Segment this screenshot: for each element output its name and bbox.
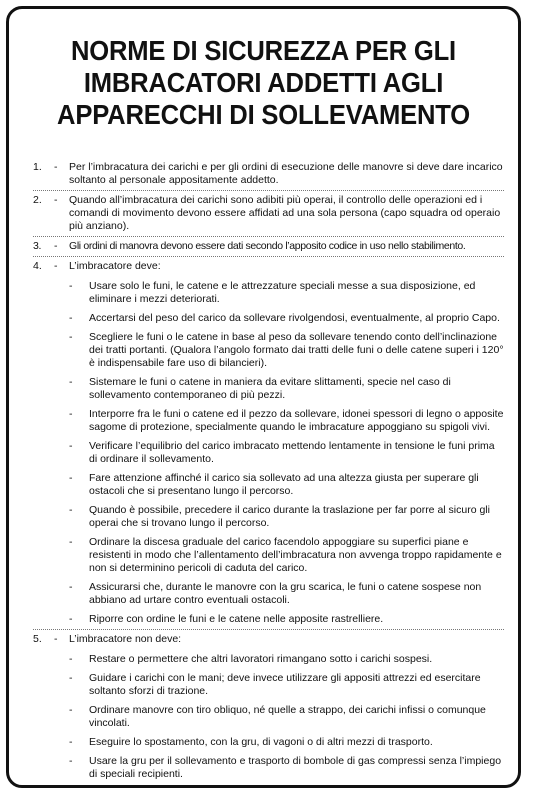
- item-dash: -: [69, 704, 73, 716]
- item-dash: -: [69, 472, 73, 484]
- item-dash: -: [69, 331, 73, 343]
- deve-item: [69, 408, 504, 434]
- non-deve-item: [69, 653, 504, 666]
- deve-item: [69, 331, 504, 370]
- item-dash: -: [69, 755, 73, 767]
- dotted-divider: [33, 629, 504, 630]
- rule-3: [9, 240, 518, 253]
- item-text: Guidare i carichi con le mani; deve invece utilizzare gli appositi attrezzi ed esercitare soltanto sforzi di trazione.: [89, 672, 481, 697]
- rule-dash: -: [54, 161, 58, 173]
- rule-1: [9, 161, 518, 187]
- item-text: Ordinare la discesa graduale del carico facendolo appoggiare su superfici piane e resistenti in modo che l’allentamento dell’imbracatura non avvenga troppo rapidamente e non si determinino pericoli di caduta del carico.: [89, 536, 502, 574]
- rule-text: Gli ordini di manovra devono essere dati secondo l’apposito codice in uso nello stabilimento.: [69, 240, 466, 252]
- deve-list: [69, 280, 504, 626]
- deve-item: [69, 613, 504, 626]
- item-text: Fare attenzione affinché il carico sia sollevato ad una altezza giusta per superare gli ostacoli che si presentano lungo il percorso.: [89, 472, 479, 497]
- item-dash: -: [69, 440, 73, 452]
- rule-text: Quando all’imbracatura dei carichi sono adibiti più operai, il controllo delle operazioni ed i comandi di movimento devono essere affidati ad una sola persona (capo squadra od operaio più anziano).: [69, 194, 501, 232]
- item-text: Assicurarsi che, durante le manovre con la gru scarica, le funi o catene sospese non abbiano ad urtare contro eventuali ostacoli.: [89, 581, 482, 606]
- rule-dash: -: [54, 633, 58, 645]
- title-line-3: APPARECCHI DI SOLLEVAMENTO: [57, 99, 470, 130]
- item-dash: -: [69, 613, 73, 625]
- item-text: Eseguire lo spostamento, con la gru, di vagoni o di altri mezzi di trasporto.: [89, 736, 433, 748]
- rule-4: [9, 260, 518, 626]
- item-text: Interporre fra le funi o catene ed il pezzo da sollevare, idonei spessori di legno o apposite sagome di protezione, specialmente quando le imbracature appoggiano su spigoli vivi.: [89, 408, 504, 433]
- rule-5: [9, 633, 518, 781]
- rule-text: L’imbracatore non deve:: [69, 633, 182, 645]
- deve-item: [69, 504, 504, 530]
- non-deve-item: [69, 755, 504, 781]
- rule-number: 2.: [33, 194, 42, 206]
- dotted-divider: [33, 190, 504, 191]
- dotted-divider: [33, 236, 504, 237]
- item-dash: -: [69, 536, 73, 548]
- rule-number: 3.: [33, 240, 42, 252]
- item-dash: -: [69, 504, 73, 516]
- item-dash: -: [69, 312, 73, 324]
- rule-dash: -: [54, 240, 58, 252]
- non-deve-item: [69, 704, 504, 730]
- item-dash: -: [69, 672, 73, 684]
- item-dash: -: [69, 736, 73, 748]
- deve-item: [69, 280, 504, 306]
- rule-dash: -: [54, 260, 58, 272]
- non-deve-list: [69, 653, 504, 781]
- item-dash: -: [69, 653, 73, 665]
- rule-2: [9, 194, 518, 233]
- rule-number: 1.: [33, 161, 42, 173]
- deve-item: [69, 376, 504, 402]
- item-text: Ordinare manovre con tiro obliquo, né quelle a strappo, dei carichi infissi o comunque vincolati.: [89, 704, 486, 729]
- non-deve-item: [69, 736, 504, 749]
- item-text: Sistemare le funi o catene in maniera da evitare slittamenti, specie nel caso di sollevamento contemporaneo di più pezzi.: [89, 376, 451, 401]
- non-deve-item: [69, 672, 504, 698]
- rules-list: [9, 161, 518, 788]
- item-text: Usare la gru per il sollevamento e trasporto di bombole di gas compressi senza l’impiego di speciali recipienti.: [89, 755, 502, 780]
- item-dash: -: [69, 408, 73, 420]
- safety-sign: [6, 6, 521, 788]
- rule-number: 4.: [33, 260, 42, 272]
- deve-item: [69, 472, 504, 498]
- item-dash: -: [69, 581, 73, 593]
- item-text: Verificare l’equilibrio del carico imbracato mettendo lentamente in tensione le funi prima di ordinare il sollevamento.: [89, 440, 495, 465]
- item-text: Restare o permettere che altri lavoratori rimangano sotto i carichi sospesi.: [89, 653, 433, 665]
- item-text: Accertarsi del peso del carico da sollevare rivolgendosi, eventualmente, al proprio Capo.: [89, 312, 500, 324]
- title-line-2: IMBRACATORI ADDETTI AGLI: [83, 67, 444, 98]
- item-dash: -: [69, 376, 73, 388]
- sign-title: [27, 35, 500, 131]
- item-text: Quando è possibile, precedere il carico durante la traslazione per far porre al sicuro gli operai che si trovano lungo il percorso.: [89, 504, 490, 529]
- deve-item: [69, 312, 504, 325]
- rule-text: Per l’imbracatura dei carichi e per gli ordini di esecuzione delle manovre si deve dare incarico soltanto al personale appositamente addetto.: [69, 161, 503, 186]
- rule-text: L’imbracatore deve:: [69, 260, 161, 272]
- rule-number: 5.: [33, 633, 42, 645]
- dotted-divider: [33, 256, 504, 257]
- item-dash: -: [69, 280, 73, 292]
- item-text: Scegliere le funi o le catene in base al peso da sollevare tenendo conto dell’inclinazione dei tratti portanti. (Qualora l’angolo formato dai tratti delle funi o delle catene superi i 120° è indispensabile fare uso di bilancieri).: [89, 331, 504, 369]
- deve-item: [69, 581, 504, 607]
- rule-dash: -: [54, 194, 58, 206]
- deve-item: [69, 536, 504, 575]
- item-text: Riporre con ordine le funi e le catene nelle apposite rastrelliere.: [89, 613, 384, 625]
- deve-item: [69, 440, 504, 466]
- title-line-1: NORME DI SICUREZZA PER GLI: [71, 35, 456, 66]
- item-text: Usare solo le funi, le catene e le attrezzature speciali messe a sua disposizione, ed eliminare i mezzi deteriorati.: [89, 280, 476, 305]
